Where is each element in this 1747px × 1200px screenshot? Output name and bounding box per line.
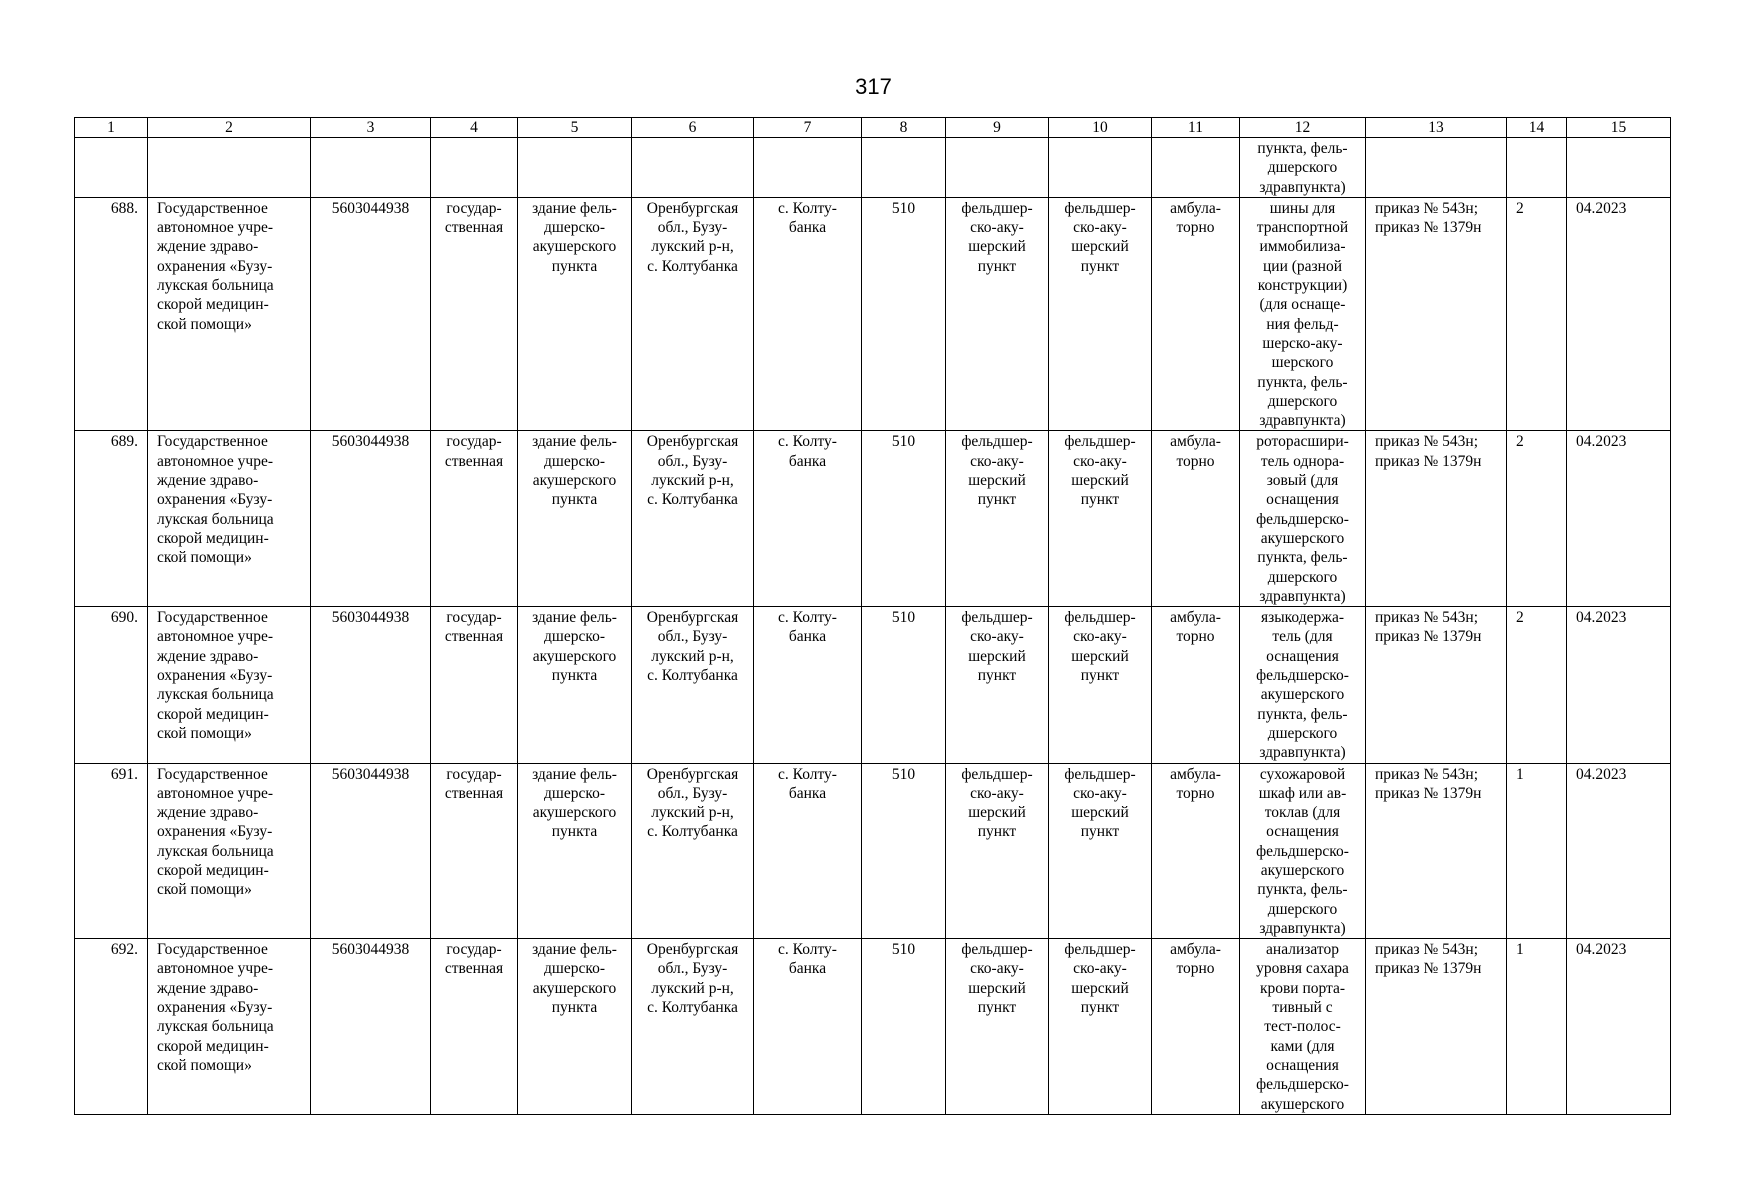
column-number: 12 bbox=[1240, 118, 1366, 138]
inn-cell: 5603044938 bbox=[311, 607, 431, 763]
date-cell: 04.2023 bbox=[1567, 939, 1671, 1115]
date-cell: 04.2023 bbox=[1567, 763, 1671, 939]
order-cell: приказ № 543н; приказ № 1379н bbox=[1366, 607, 1507, 763]
facility-type-cell: фельдшер- ско-аку- шерский пункт bbox=[946, 939, 1049, 1115]
facility-subtype-cell: фельдшер- ско-аку- шерский пункт bbox=[1049, 197, 1152, 431]
facility-type-cell: фельдшер- ско-аку- шерский пункт bbox=[946, 431, 1049, 607]
empty-cell bbox=[75, 138, 148, 198]
date-cell: 04.2023 bbox=[1567, 607, 1671, 763]
table-row bbox=[75, 763, 1671, 939]
quantity-cell: 2 bbox=[1507, 197, 1567, 431]
care-mode-cell: амбула- торно bbox=[1152, 431, 1240, 607]
equipment-cell: шины для транспортной иммобилиза- ции (разной конструкции) (для оснаще- ния фельд- шерско-аку- шерского пункта, фель- дшерского здравпункта) bbox=[1240, 197, 1366, 431]
equipment-cell: сухожаровой шкаф или ав- токлав (для оснащения фельдшерско- акушерского пункта, фель- дшерского здравпункта) bbox=[1240, 763, 1366, 939]
column-number: 2 bbox=[148, 118, 311, 138]
equipment-cell: языкодержа- тель (для оснащения фельдшерско- акушерского пункта, фель- дшерского здравпункта) bbox=[1240, 607, 1366, 763]
column-number: 3 bbox=[311, 118, 431, 138]
care-mode-cell: амбула- торно bbox=[1152, 939, 1240, 1115]
organization-cell: Государственное автономное учре- ждение здраво- охранения «Бузу- лукская больница скорой медицин- ской помощи» bbox=[148, 763, 311, 939]
column-number: 1 bbox=[75, 118, 148, 138]
order-cell: приказ № 543н; приказ № 1379н bbox=[1366, 197, 1507, 431]
facility-subtype-cell: фельдшер- ско-аку- шерский пункт bbox=[1049, 939, 1152, 1115]
page-number: 317 bbox=[855, 74, 892, 99]
ownership-cell: государ- ственная bbox=[431, 431, 518, 607]
registry-table bbox=[74, 117, 1671, 1115]
code-cell: 510 bbox=[862, 763, 946, 939]
empty-cell bbox=[1152, 138, 1240, 198]
table-row bbox=[75, 939, 1671, 1115]
date-cell: 04.2023 bbox=[1567, 197, 1671, 431]
organization-cell: Государственное автономное учре- ждение здраво- охранения «Бузу- лукская больница скорой медицин- ской помощи» bbox=[148, 197, 311, 431]
table-row bbox=[75, 197, 1671, 431]
facility-type-cell: фельдшер- ско-аку- шерский пункт bbox=[946, 607, 1049, 763]
empty-cell bbox=[1366, 138, 1507, 198]
code-cell: 510 bbox=[862, 197, 946, 431]
column-number: 8 bbox=[862, 118, 946, 138]
empty-cell bbox=[518, 138, 632, 198]
row-number-cell: 690. bbox=[75, 607, 148, 763]
table-row bbox=[75, 431, 1671, 607]
locality-cell: с. Колту- банка bbox=[754, 197, 862, 431]
facility-subtype-cell: фельдшер- ско-аку- шерский пункт bbox=[1049, 607, 1152, 763]
column-number: 7 bbox=[754, 118, 862, 138]
column-number: 14 bbox=[1507, 118, 1567, 138]
locality-cell: с. Колту- банка bbox=[754, 431, 862, 607]
empty-cell bbox=[754, 138, 862, 198]
care-mode-cell: амбула- торно bbox=[1152, 763, 1240, 939]
empty-cell bbox=[632, 138, 754, 198]
empty-cell bbox=[862, 138, 946, 198]
building-cell: здание фель- дшерско- акушерского пункта bbox=[518, 431, 632, 607]
equipment-cell: анализатор уровня сахара крови порта- тивный с тест-полос- ками (для оснащения фельдшерско- акушерского bbox=[1240, 939, 1366, 1115]
quantity-cell: 1 bbox=[1507, 939, 1567, 1115]
ownership-cell: государ- ственная bbox=[431, 197, 518, 431]
organization-cell: Государственное автономное учре- ждение здраво- охранения «Бузу- лукская больница скорой медицин- ской помощи» bbox=[148, 939, 311, 1115]
organization-cell: Государственное автономное учре- ждение здраво- охранения «Бузу- лукская больница скорой медицин- ской помощи» bbox=[148, 431, 311, 607]
address-cell: Оренбургская обл., Бузу- лукский р-н, с. Колтубанка bbox=[632, 763, 754, 939]
code-cell: 510 bbox=[862, 607, 946, 763]
inn-cell: 5603044938 bbox=[311, 197, 431, 431]
ownership-cell: государ- ственная bbox=[431, 939, 518, 1115]
continuation-row bbox=[75, 138, 1671, 198]
quantity-cell: 2 bbox=[1507, 607, 1567, 763]
code-cell: 510 bbox=[862, 939, 946, 1115]
locality-cell: с. Колту- банка bbox=[754, 763, 862, 939]
empty-cell bbox=[311, 138, 431, 198]
order-cell: приказ № 543н; приказ № 1379н bbox=[1366, 431, 1507, 607]
order-cell: приказ № 543н; приказ № 1379н bbox=[1366, 763, 1507, 939]
quantity-cell: 1 bbox=[1507, 763, 1567, 939]
table-row bbox=[75, 607, 1671, 763]
order-cell: приказ № 543н; приказ № 1379н bbox=[1366, 939, 1507, 1115]
code-cell: 510 bbox=[862, 431, 946, 607]
column-number: 9 bbox=[946, 118, 1049, 138]
row-number-cell: 688. bbox=[75, 197, 148, 431]
facility-type-cell: фельдшер- ско-аку- шерский пункт bbox=[946, 763, 1049, 939]
column-number-row bbox=[75, 118, 1671, 138]
column-number: 10 bbox=[1049, 118, 1152, 138]
building-cell: здание фель- дшерско- акушерского пункта bbox=[518, 763, 632, 939]
equipment-cell: роторасшири- тель однора- зовый (для оснащения фельдшерско- акушерского пункта, фель- дшерского здравпункта) bbox=[1240, 431, 1366, 607]
address-cell: Оренбургская обл., Бузу- лукский р-н, с. Колтубанка bbox=[632, 607, 754, 763]
empty-cell bbox=[148, 138, 311, 198]
building-cell: здание фель- дшерско- акушерского пункта bbox=[518, 197, 632, 431]
facility-type-cell: фельдшер- ско-аку- шерский пункт bbox=[946, 197, 1049, 431]
empty-cell bbox=[1049, 138, 1152, 198]
empty-cell bbox=[1567, 138, 1671, 198]
organization-cell: Государственное автономное учре- ждение здраво- охранения «Бузу- лукская больница скорой медицин- ской помощи» bbox=[148, 607, 311, 763]
quantity-cell: 2 bbox=[1507, 431, 1567, 607]
ownership-cell: государ- ственная bbox=[431, 607, 518, 763]
address-cell: Оренбургская обл., Бузу- лукский р-н, с. Колтубанка bbox=[632, 939, 754, 1115]
column-number: 15 bbox=[1567, 118, 1671, 138]
column-number: 4 bbox=[431, 118, 518, 138]
address-cell: Оренбургская обл., Бузу- лукский р-н, с. Колтубанка bbox=[632, 431, 754, 607]
facility-subtype-cell: фельдшер- ско-аку- шерский пункт bbox=[1049, 431, 1152, 607]
date-cell: 04.2023 bbox=[1567, 431, 1671, 607]
locality-cell: с. Колту- банка bbox=[754, 607, 862, 763]
locality-cell: с. Колту- банка bbox=[754, 939, 862, 1115]
care-mode-cell: амбула- торно bbox=[1152, 607, 1240, 763]
equipment-cell: пункта, фель- дшерского здравпункта) bbox=[1240, 138, 1366, 198]
empty-cell bbox=[431, 138, 518, 198]
building-cell: здание фель- дшерско- акушерского пункта bbox=[518, 607, 632, 763]
building-cell: здание фель- дшерско- акушерского пункта bbox=[518, 939, 632, 1115]
ownership-cell: государ- ственная bbox=[431, 763, 518, 939]
row-number-cell: 692. bbox=[75, 939, 148, 1115]
inn-cell: 5603044938 bbox=[311, 763, 431, 939]
facility-subtype-cell: фельдшер- ско-аку- шерский пункт bbox=[1049, 763, 1152, 939]
inn-cell: 5603044938 bbox=[311, 431, 431, 607]
row-number-cell: 691. bbox=[75, 763, 148, 939]
empty-cell bbox=[1507, 138, 1567, 198]
inn-cell: 5603044938 bbox=[311, 939, 431, 1115]
column-number: 11 bbox=[1152, 118, 1240, 138]
row-number-cell: 689. bbox=[75, 431, 148, 607]
care-mode-cell: амбула- торно bbox=[1152, 197, 1240, 431]
empty-cell bbox=[946, 138, 1049, 198]
address-cell: Оренбургская обл., Бузу- лукский р-н, с. Колтубанка bbox=[632, 197, 754, 431]
column-number: 6 bbox=[632, 118, 754, 138]
column-number: 13 bbox=[1366, 118, 1507, 138]
column-number: 5 bbox=[518, 118, 632, 138]
